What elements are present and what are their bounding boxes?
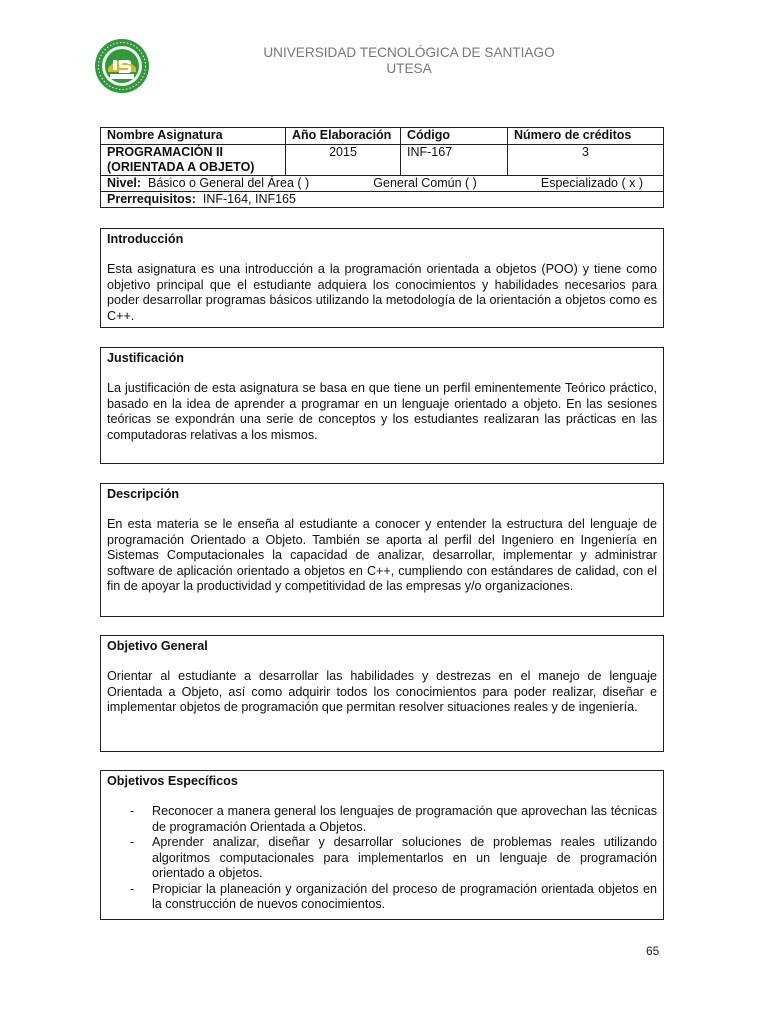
document-header <box>150 45 668 77</box>
nivel-common: General Común ( ) <box>373 176 477 190</box>
nivel-row <box>101 176 664 192</box>
section-title: Justificación <box>107 351 184 365</box>
subject-name: PROGRAMACIÓN II (ORIENTADA A OBJETO) <box>101 145 286 176</box>
header-nombre: Nombre Asignatura <box>101 128 286 145</box>
header-codigo: Código <box>401 128 508 145</box>
nivel-basic: Básico o General del Área ( ) <box>148 176 310 190</box>
header-anio: Año Elaboración <box>286 128 401 145</box>
subject-code: INF-167 <box>401 145 508 176</box>
bullet-dash: - <box>130 881 135 896</box>
list-item <box>107 804 657 835</box>
section-title: Descripción <box>107 487 180 501</box>
page-number: 65 <box>646 944 660 958</box>
section-title: Introducción <box>107 232 184 246</box>
section-objetivos-especificos <box>100 770 664 920</box>
section-text: En esta materia se le enseña al estudiante a conocer y entender la estructura del lenguaje de programación Orientado a Objeto. También se aporta al perfil del Ingeniero en Ingeniería en Sistemas Computacionales la capacidad de analizar, desarrollar, implementar y administrar software de aplicación orientado a objetos en C++, cumpliendo con estándares de calidad, con el fin de apoyar la productividad y competitividad de las empresas y/o organizaciones. <box>107 517 657 593</box>
university-name: UNIVERSIDAD TECNOLÓGICA DE SANTIAGO <box>263 45 555 60</box>
list-item-text: Propiciar la planeación y organización del proceso de programación orientada objetos en la construcción de nuevos conocimientos. <box>152 881 657 911</box>
subject-year: 2015 <box>286 145 401 176</box>
bullet-dash: - <box>130 804 135 818</box>
list-item <box>107 835 657 882</box>
section-objetivo-general <box>100 635 664 752</box>
section-introduccion <box>100 228 664 328</box>
section-title: Objetivo General <box>107 639 208 653</box>
list-item-text: Reconocer a manera general los lenguajes de programación que aprovechan las técnicas de programación Orientada a Objetos. <box>152 804 657 834</box>
subject-credits: 3 <box>508 145 664 176</box>
list-item <box>107 882 657 913</box>
table-header-row <box>101 128 664 145</box>
section-text: La justificación de esta asignatura se basa en que tiene un perfil eminentemente Teórico práctico, basado en la idea de aprender a programar en un lenguaje orientado a objeto. En las sesiones teóricas se expondrán una serie de conceptos y los estudiantes realizaran las prácticas en las computadoras relativas a los mismos. <box>107 381 657 442</box>
bullet-dash: - <box>130 835 135 849</box>
header-creditos: Número de créditos <box>508 128 664 145</box>
nivel-special: Especializado ( x ) <box>540 176 643 190</box>
prereq-row <box>101 192 664 208</box>
prereq-value: INF-164, INF165 <box>202 192 296 206</box>
nivel-label: Nivel: <box>107 176 142 190</box>
list-item-text: Aprender analizar, diseñar y desarrollar soluciones de problemas reales utilizando algoritmos computacionales para implementarlos en un lenguaje de programación orientado a objetos. <box>152 835 657 880</box>
section-justificacion <box>100 347 664 464</box>
section-title: Objetivos Específicos <box>107 774 238 788</box>
section-text: Esta asignatura es una introducción a la programación orientada a objetos (POO) y tiene como objetivo principal que el estudiante adquiera los conocimientos y habilidades necesarios para poder desarrollar programas básicos utilizando la metodología de la orientación a objetos como es C++. <box>107 262 657 323</box>
university-acronym: UTESA <box>386 61 432 76</box>
objectives-list <box>107 804 657 913</box>
prereq-label: Prerrequisitos: <box>107 192 196 206</box>
section-descripcion <box>100 483 664 617</box>
table-row <box>101 145 664 176</box>
university-logo <box>94 38 150 94</box>
section-text: Orientar al estudiante a desarrollar las habilidades y destrezas en el manejo de lenguaje Orientada a Objeto, así como adquirir todos los conocimientos para poder realizar, diseñar e implementar objetos de programación que permitan resolver situaciones reales y de ingeniería. <box>107 669 657 714</box>
subject-info-table <box>100 127 664 208</box>
